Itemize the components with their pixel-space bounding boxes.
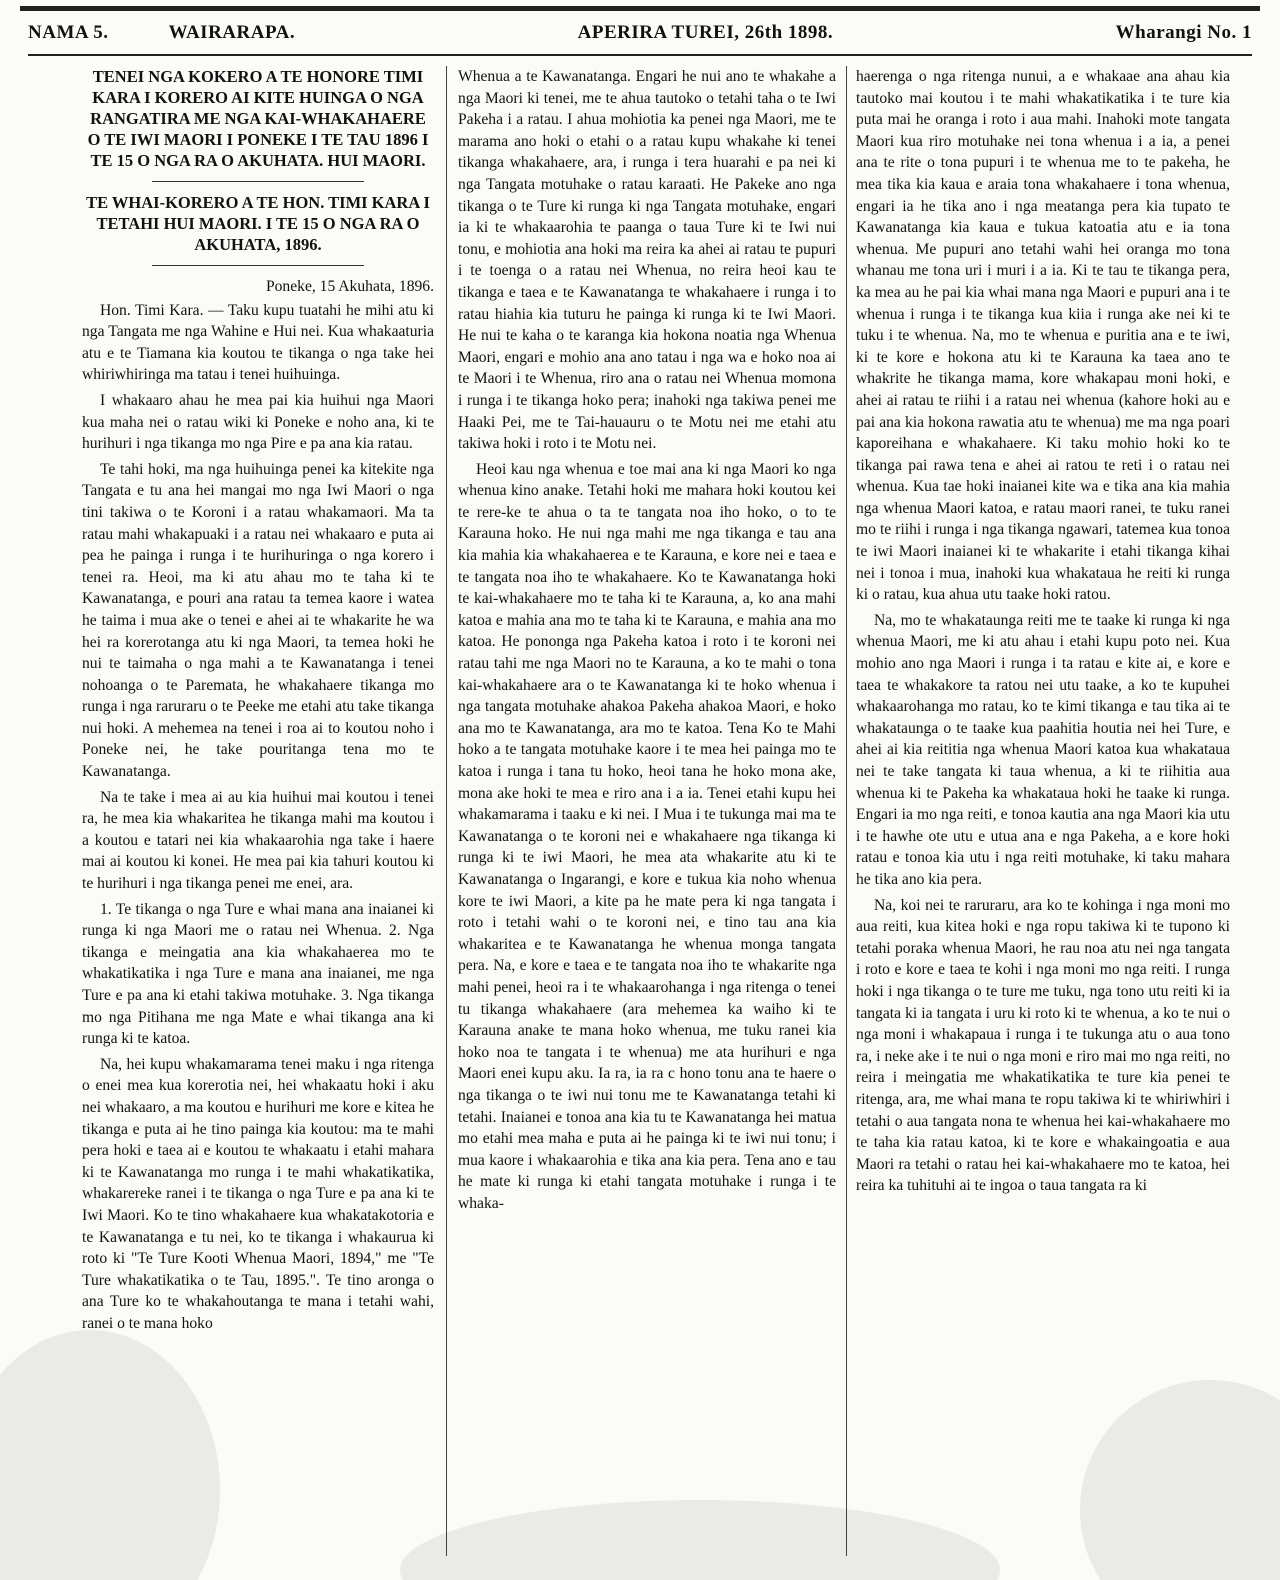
paragraph: Heoi kau nga whenua e toe mai ana ki nga Maori ko nga whenua kino anake. Tetahi hoki me mahara hoki koutou kei te rere-ke te ahua o ta te tangata noa iho hoko, o to te Karauna hoko. He nui nga mahi me nga tikanga e tau ana kia mahia kia whakahaerea e te Karauna, e kore nei e taea e te tangata noa iho te whakahaere. Ko te Kawanatanga hoki te kai-whakahaere mo te taha ki te Karauna, a, ko ana mahi katoa e mahia ana mo te taha ki te Karauna, e mahia ana mo katoa. He pononga nga Pakeha katoa i roto i te koroni nei ratau tahi me nga Maori no te Karauna, a ko te mahi o tona kai-whakahaere ara o te Kawanatanga ki te hoko whenua i nga tangata motuhake ahakoa Pakeha ahakoa Maori, e hoko ana mo te Kawanatanga, ara mo te katoa. Tena Ko te Mahi hoko a te tangata motuhake kaore i te mea hei painga mo te katoa i runga i tana tu hoko, heoi tana he hoko mona ake, mona ake hoki te mea e riro ana i a ia. Tenei etahi kupu hei whakamarama i taaku e ki nei. I Mua i te tukunga mai ma te Kawanatanga o te koroni nei e whakahaere nga tikanga ki runga ki te iwi Maori, he mea ata whakarite atu ki te Kawanatanga o Ingarangi, e kore e tukua kia noho whenua kore te iwi Maori, a kite pa he mate pera ki nga tangata i roto i tetahi wahi o te koroni nei, e tino tau ana kia whakaritea e te Kawanatanga he whenua monga tangata pera. Na, e kore e taea e te tangata noa iho te whakarite nga mahi penei, heoi ra i te whakaarohanga i nga ritenga o tenei tu tikanga whakahaere (ara mehemea ka waiho ki te Karauna anake te mana hoko whenua, me tuku ranei kia hoko noa te tangata i te whenua) me ata hurihuri e nga Maori enei kupu aku. Ia ra, ia ra c hono tonu ana te haere o nga tikanga o te iwi nui tonu me te Kawanatanga tetahi ki tetahi. Inaianei e tonoa ana kia tu te Kawanatanga hei matua mo etahi mea maha e puta ai he painga ki te iwi nui tonu; i mua kaore i whakaarohia e tika ana kia pera. Tena ano e tau he mate ki runga ki etahi tangata motuhake i runga i te whaka-: [458, 460, 836, 1212]
headline-divider: [152, 181, 363, 182]
paragraph: Hon. Timi Kara. — Taku kupu tuatahi he mihi atu ki nga Tangata me nga Wahine e Hui nei. Kua whakaaturia atu e te Tiamana kia koutou te tikanga o nga take hei whiriwhiringa ma tatau i tenei huihuinga.: [82, 301, 434, 384]
masthead-rule: [28, 54, 1252, 56]
paragraph: 1. Te tikanga o nga Ture e whai mana ana inaianei ki runga ki nga Maori me o ratau nei Whenua. 2. Nga tikanga e meingatia ana kia whakahaerea mo te whakatikatika i nga Ture e mana ana inaianei, me nga Ture e pa ana ki etahi takiwa motuhake. 3. Nga tikanga mo nga Pitihana me nga Mate e whai tikanga ana ki runga ki te katoa.: [82, 900, 434, 1048]
place-name: WAIRARAPA.: [168, 22, 296, 43]
masthead: [28, 22, 1252, 50]
paragraph: Whenua a te Kawanatanga. Engari he nui ano te whakahe a nga Maori ki tenei, me te ahua tautoko o tetahi taha o te Iwi Pakeha i a ratau. I ahua mohiotia ka penei nga Maori, me te marama ano hoki o etahi o a ratau kupu whakahe ki tenei tikanga whakahaere, ara, i runga i tera huarahi e pa nei ki nga Tangata motuhake o ratau karaati. He Pakeke ano nga tikanga o te Ture ki runga ki nga Tangata motuhake, engari ia ki te whakaarohia te paanga o taua Ture ki te Iwi nui tonu, e mohiotia ana hoki ma reira ka ahei ai ratau te pupuri i te toenga o a ratau nei Whenua, no reira heoi kau te tikanga e taea e te Kawanatanga te whakahaere i runga i to ratau hiahia kia tuturu he painga ki runga ki te Iwi Maori. He nui te kaha o te karanga kia hokona noatia nga Whenua Maori, engari e mohio ana ano tatau i nga wa e hoko noa ai te Maori i te Whenua, riro ana o ratau nei Whenua momona i runga i te tikanga hoko pera; inahoki nga takiwa penei me Haaki Pei, me te Tai-hauauru o te Motu nei me etahi atu takiwa hoki i roto i te Motu nei.: [458, 68, 836, 453]
headline-2: TE WHAI-KORERO A TE HON. TIMI KARA I TETAHI HUI MAORI. I TE 15 O NGA RA O AKUHATA, 1896.: [86, 193, 430, 254]
paragraph: Na, koi nei te raruraru, ara ko te kohinga i nga moni mo aua reiti, kua kitea hoki e nga ropu takiwa ki te tupono ki tetahi poraka whenua Maori, he rau noa atu nei nga tangata i roto e kore e taea te kohi i nga moni mo nga reiti. I runga hoki i nga tikanga o te ture me tuku, nga tono utu reiti ki ia tangata ki ia tangata i uru ki roto ki te whenua, a ko te nui o nga moni i whakapaua i runga i te tukunga atu o aua tono ra, i neke ake i te nui o nga moni e riro mai mo nga reiti, no reira i meingatia me whakatikatika te ture kia penei te ritenga, ara, me whai mana te ropu takiwa ki te whiriwhiri i tetahi o aua tangata nona te whenua hei kai-whakahaere mo te taha kia ratau katoa, ki te kore e whakaingoatia e aua Maori ra tetahi o ratau hei kai-whakahaere mo te katoa, hei reira ka tuhituhi ai te ingoa o taua tangata ra ki: [856, 896, 1230, 1195]
issue-date: APERIRA TUREI, 26th 1898.: [577, 22, 834, 43]
headline-1: TENEI NGA KOKERO A TE HONORE TIMI KARA I KORERO AI KITE HUINGA O NGA RANGATIRA ME NGA KAI-WHAKAHAERE O TE IWI MAORI I PONEKE I TE TAU 1896 I TE 15 O NGA RA O AKUHATA. HUI MAORI.: [87, 67, 429, 170]
masthead-left: [28, 22, 295, 44]
column-divider: [846, 66, 847, 1556]
paragraph: haerenga o nga ritenga nunui, a e whakaae ana ahau kia tautoko mai koutou i te mahi whakatikatika i te ture kia puta mai he oranga i roto i aua mahi. Inahoki mote tangata Maori kua riro motuhake nei tona whenua i a ia, a penei ana te rite o tona pupuri i te whenua me to te pakeha, he mea tika kia kaua e araia tona whakahaere i tona whenua, engari ia he tika ano i nga meatanga pera kia tupato te Kawanatanga kia kaua e tukua katoatia atu e ia tona whenua. Me pupuri ano tetahi wahi hei oranga mo tona whanau me tona uri i muri i a ia. Ki te tau te tikanga pera, ka mea au he pai kia whai mana nga Maori e pupuri ana i te whenua i runga i te tikanga kua kiia i runga ake nei ki te tuku i te whenua. Na, mo te whenua e puritia ana e te iwi, ki te kore e hokona atu ki te Karauna ka taea ano te whakrite he tikanga mama, kore whakapau moni hoki, e ahei ai ratau te riihi i a ratau nei whenua (kahore hoki au e pai ana kia hokona rawatia atu te whenua) me ma nga poari kaporeihana e whakahaere. Ki taku mohio hoki ko te tikanga pai rawa tena e ahei ai ratou te reti i o ratau nei whenua. Kua tae hoki inaianei kite wa e tika ana kia mahia nga whenua Maori katoa, e ratau maori ranei, te tuku ranei mo te riihi i runga i nga tikanga ngawari, tatemea kua tonoa te iwi Maori inaianei ki te whakarite i etahi tikanga kihai nei i tonoa i mua, inahoki kua whakataua he reiti ki runga ki o ratau, kua ahua utu taake hoki ratou.: [856, 68, 1230, 604]
column-1: [82, 66, 434, 1556]
paragraph: Te tahi hoki, ma nga huihuinga penei ka kitekite nga Tangata e tu ana hei mangai mo nga Iwi Maori o nga tini takiwa o te Koroni i a ratau whakamaori. Ma ta ratau mahi whakapuaki i a ratau nei whakaaro e puta ai pea he painga i runga i te hurihuringa o nga korero i tenei ra. Heoi, ma ki atu ahau mo te taha ki te Kawanatanga, e pouri ana ratau ta temea kaore i watea he taima i mua ake o tenei e ahei ai te whakarite he wa hei ra korerotanga atu ki nga Maori, ta temea hoki he nui te taimaha o nga mahi a te Kawanatanga i tenei nohoanga o te Paremata, he whakahaere tikanga mo runga i nga raruraru o te Peeke me etahi atu take tikanga nui hoki. A mehemea na tenei i roa ai to koutou noho i Poneke nei, he take pouritanga tena mo te Kawanatanga.: [82, 460, 434, 781]
paragraph: I whakaaro ahau he mea pai kia huihui nga Maori kua maha nei o ratau wiki ki Poneke e noho ana, ki te hurihuri i nga tikanga mo nga Pire e pa ana kia ratau.: [82, 391, 434, 453]
paragraph: Na te take i mea ai au kia huihui mai koutou i tenei ra, he mea kia whakaritea he tikanga mahi ma koutou i a koutou e tatari nei kia whakaarohia nga take i haere mai ai koutou ki konei. He mea pai kia tahuri koutou ki te hurihuri i nga tikanga penei me enei, ara.: [82, 788, 434, 893]
top-rule: [20, 6, 1260, 11]
paragraph: Na, hei kupu whakamarama tenei maku i nga ritenga o enei mea kua korerotia nei, hei whakaatu hoki i aku nei whakaaro, a ma koutou e hurihuri me kore e kitea he tikanga e puta ai he tino painga kia koutou: ma te mahi pera hoki e taea ai e koutou te whakaatu i etahi mahara ki te Kawanatanga mo runga i te mahi whakatikatika, whakarereke ranei i te tikanga o nga Ture e pa ana ki te Iwi Maori. Ko te tino whakahaere kua whakatakotoria e te Kawanatanga e tu nei, ko te tikanga i whakaurua ki roto ki "Te Ture Kooti Whenua Maori, 1894," me "Te Ture whakatikatika o te Tau, 1895.". Te tino aronga o ana Ture ko te whakahoutanga te mana i tetahi wahi, ranei o te mana hoko: [82, 1055, 434, 1332]
page-number: Wharangi No. 1: [1115, 22, 1252, 43]
dateline: Poneke, 15 Akuhata, 1896.: [265, 278, 434, 295]
column-divider: [446, 66, 447, 1556]
issue-number: NAMA 5.: [28, 22, 109, 43]
paragraph: Na, mo te whakataunga reiti me te taake ki runga ki nga whenua Maori, me ki atu ahau i etahi kupu poto nei. Kua mohio ano nga Maori i runga i ta ratau e kite ai, e kore e taea te whakakore ta ratou nei utu taake, a ko te kupuhei whakaarohanga mo ratau, ko te kimi tikanga e tau tika ai te whakataunga o te taake kua paahitia houtia nei hei Ture, e ahei ai kia reititia nga whenua Maori katoa kua whakataua nei te take tangata ki taua whenua, a ki te riihitia aua whenua ki te Pakeha ka whakataua hoki he taake ki runga. Engari ia mo nga reiti, e tonoa kautia ana nga Maori kia utu i te hawhe ote utu e utua ana e nga Pakeha, a e kore hoki ratau e tonoa kia utu i nga reiti motuhake, ki taku mahara he tika ano kia pera.: [856, 611, 1230, 888]
column-2: [458, 66, 836, 1556]
column-3: [856, 66, 1230, 1556]
headline-divider: [152, 265, 363, 266]
